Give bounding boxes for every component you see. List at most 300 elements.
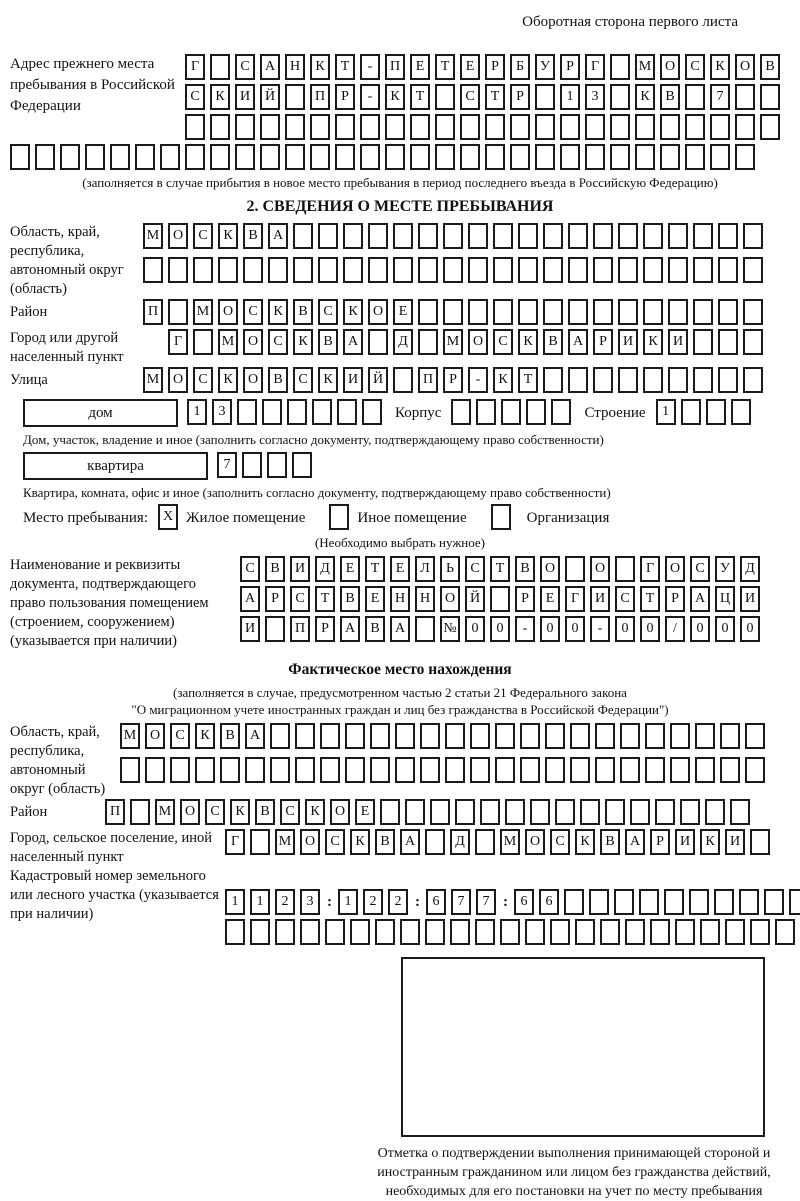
stay-option-residential-checkbox[interactable]: X	[158, 504, 178, 530]
char-box-empty[interactable]	[610, 114, 630, 140]
char-box-empty[interactable]	[595, 757, 615, 783]
char-box-empty[interactable]	[670, 757, 690, 783]
char-box-filled[interactable]: 0	[490, 616, 510, 642]
char-box-empty[interactable]	[287, 399, 307, 425]
char-box-empty[interactable]	[335, 114, 355, 140]
char-box-filled[interactable]: О	[168, 367, 188, 393]
char-box-empty[interactable]	[750, 829, 770, 855]
char-box-filled[interactable]: М	[193, 299, 213, 325]
char-box-empty[interactable]	[510, 114, 530, 140]
char-box-empty[interactable]	[560, 144, 580, 170]
char-box-empty[interactable]	[645, 723, 665, 749]
char-box-filled[interactable]: К	[575, 829, 595, 855]
char-box-empty[interactable]	[625, 919, 645, 945]
char-box-filled[interactable]: В	[760, 54, 780, 80]
char-box-filled[interactable]: М	[443, 329, 463, 355]
char-box-empty[interactable]	[185, 114, 205, 140]
char-box-filled[interactable]: Е	[410, 54, 430, 80]
char-box-filled[interactable]: М	[275, 829, 295, 855]
char-box-empty[interactable]	[350, 919, 370, 945]
char-box-empty[interactable]	[605, 799, 625, 825]
char-box-filled[interactable]: С	[465, 556, 485, 582]
char-box-empty[interactable]	[318, 257, 338, 283]
char-box-empty[interactable]	[643, 367, 663, 393]
char-box-filled[interactable]: И	[240, 616, 260, 642]
char-box-filled[interactable]: Р	[665, 586, 685, 612]
char-box-empty[interactable]	[410, 144, 430, 170]
char-box-filled[interactable]: К	[350, 829, 370, 855]
char-box-filled[interactable]: 3	[212, 399, 232, 425]
char-box-filled[interactable]: Е	[355, 799, 375, 825]
char-box-empty[interactable]	[160, 144, 180, 170]
char-box-empty[interactable]	[485, 114, 505, 140]
char-box-empty[interactable]	[420, 757, 440, 783]
char-box-empty[interactable]	[685, 114, 705, 140]
char-box-empty[interactable]	[451, 399, 471, 425]
char-box-filled[interactable]: К	[318, 367, 338, 393]
char-box-empty[interactable]	[310, 144, 330, 170]
char-box-filled[interactable]: Е	[540, 586, 560, 612]
char-box-filled[interactable]: О	[440, 586, 460, 612]
char-box-filled[interactable]: 1	[250, 889, 270, 915]
char-box-empty[interactable]	[645, 757, 665, 783]
char-box-filled[interactable]: К	[518, 329, 538, 355]
char-box-filled[interactable]: И	[290, 556, 310, 582]
char-box-empty[interactable]	[568, 257, 588, 283]
char-box-empty[interactable]	[225, 919, 245, 945]
char-box-empty[interactable]	[526, 399, 546, 425]
char-box-filled[interactable]: О	[168, 223, 188, 249]
char-box-filled[interactable]: Т	[335, 54, 355, 80]
char-box-empty[interactable]	[435, 84, 455, 110]
char-box-filled[interactable]: Е	[390, 556, 410, 582]
char-box-empty[interactable]	[420, 723, 440, 749]
char-box-filled[interactable]: С	[235, 54, 255, 80]
char-box-filled[interactable]: Д	[740, 556, 760, 582]
char-box-filled[interactable]: К	[293, 329, 313, 355]
char-box-empty[interactable]	[268, 257, 288, 283]
char-box-empty[interactable]	[460, 144, 480, 170]
char-box-filled[interactable]: Т	[485, 84, 505, 110]
char-box-empty[interactable]	[643, 257, 663, 283]
char-box-empty[interactable]	[218, 257, 238, 283]
char-box-empty[interactable]	[660, 144, 680, 170]
char-box-empty[interactable]	[242, 452, 262, 478]
char-box-empty[interactable]	[545, 757, 565, 783]
char-box-empty[interactable]	[260, 144, 280, 170]
char-box-filled[interactable]: -	[468, 367, 488, 393]
char-box-empty[interactable]	[620, 757, 640, 783]
char-box-empty[interactable]	[320, 757, 340, 783]
char-box-empty[interactable]	[635, 144, 655, 170]
char-box-empty[interactable]	[495, 723, 515, 749]
char-box-empty[interactable]	[739, 889, 759, 915]
char-box-empty[interactable]	[193, 257, 213, 283]
char-box-empty[interactable]	[675, 919, 695, 945]
char-box-empty[interactable]	[293, 257, 313, 283]
char-box-filled[interactable]: Е	[340, 556, 360, 582]
char-box-empty[interactable]	[490, 586, 510, 612]
char-box-empty[interactable]	[695, 757, 715, 783]
char-box-filled[interactable]: С	[268, 329, 288, 355]
char-box-empty[interactable]	[593, 299, 613, 325]
char-box-empty[interactable]	[568, 367, 588, 393]
char-box-filled[interactable]: Н	[415, 586, 435, 612]
char-box-filled[interactable]: И	[235, 84, 255, 110]
char-box-filled[interactable]: №	[440, 616, 460, 642]
char-box-filled[interactable]: О	[735, 54, 755, 80]
char-box-filled[interactable]: В	[600, 829, 620, 855]
char-box-filled[interactable]: С	[280, 799, 300, 825]
char-box-filled[interactable]: Р	[335, 84, 355, 110]
char-box-filled[interactable]: У	[715, 556, 735, 582]
char-box-empty[interactable]	[693, 223, 713, 249]
char-box-empty[interactable]	[630, 799, 650, 825]
char-box-empty[interactable]	[130, 799, 150, 825]
char-box-empty[interactable]	[385, 114, 405, 140]
char-box-filled[interactable]: 0	[465, 616, 485, 642]
char-box-filled[interactable]: С	[293, 367, 313, 393]
char-box-filled[interactable]: Т	[315, 586, 335, 612]
char-box-empty[interactable]	[360, 114, 380, 140]
char-box-filled[interactable]: 0	[565, 616, 585, 642]
char-box-filled[interactable]: -	[515, 616, 535, 642]
char-box-empty[interactable]	[706, 399, 726, 425]
char-box-empty[interactable]	[292, 452, 312, 478]
char-box-empty[interactable]	[318, 223, 338, 249]
char-box-filled[interactable]: -	[360, 54, 380, 80]
char-box-filled[interactable]: В	[293, 299, 313, 325]
char-box-filled[interactable]: В	[220, 723, 240, 749]
char-box-empty[interactable]	[618, 299, 638, 325]
char-box-filled[interactable]: А	[625, 829, 645, 855]
char-box-filled[interactable]: Д	[393, 329, 413, 355]
char-box-filled[interactable]: С	[685, 54, 705, 80]
char-box-empty[interactable]	[510, 144, 530, 170]
char-box-filled[interactable]: О	[368, 299, 388, 325]
char-box-filled[interactable]: Р	[443, 367, 463, 393]
char-box-filled[interactable]: С	[615, 586, 635, 612]
char-box-empty[interactable]	[35, 144, 55, 170]
char-box-empty[interactable]	[385, 144, 405, 170]
char-box-filled[interactable]: К	[343, 299, 363, 325]
char-box-empty[interactable]	[743, 299, 763, 325]
char-box-empty[interactable]	[337, 399, 357, 425]
char-box-empty[interactable]	[468, 299, 488, 325]
char-box-empty[interactable]	[693, 299, 713, 325]
char-box-empty[interactable]	[743, 257, 763, 283]
char-box-empty[interactable]	[343, 223, 363, 249]
char-box-empty[interactable]	[535, 144, 555, 170]
char-box-filled[interactable]: Д	[450, 829, 470, 855]
char-box-filled[interactable]: Й	[368, 367, 388, 393]
char-box-filled[interactable]: С	[193, 223, 213, 249]
char-box-empty[interactable]	[460, 114, 480, 140]
char-box-filled[interactable]: И	[590, 586, 610, 612]
char-box-filled[interactable]: Н	[285, 54, 305, 80]
char-box-filled[interactable]: К	[643, 329, 663, 355]
char-box-empty[interactable]	[570, 757, 590, 783]
char-box-filled[interactable]: Р	[485, 54, 505, 80]
char-box-filled[interactable]: 0	[715, 616, 735, 642]
char-box-empty[interactable]	[693, 367, 713, 393]
char-box-empty[interactable]	[380, 799, 400, 825]
char-box-empty[interactable]	[368, 223, 388, 249]
char-box-empty[interactable]	[168, 257, 188, 283]
char-box-filled[interactable]: В	[318, 329, 338, 355]
char-box-empty[interactable]	[445, 723, 465, 749]
char-box-empty[interactable]	[250, 829, 270, 855]
char-box-filled[interactable]: О	[330, 799, 350, 825]
char-box-filled[interactable]: Й	[260, 84, 280, 110]
char-box-filled[interactable]: Р	[650, 829, 670, 855]
char-box-filled[interactable]: К	[195, 723, 215, 749]
char-box-empty[interactable]	[85, 144, 105, 170]
char-box-empty[interactable]	[725, 919, 745, 945]
char-box-filled[interactable]: О	[218, 299, 238, 325]
char-box-filled[interactable]: С	[193, 367, 213, 393]
char-box-filled[interactable]: О	[468, 329, 488, 355]
char-box-filled[interactable]: 3	[300, 889, 320, 915]
char-box-empty[interactable]	[551, 399, 571, 425]
char-box-filled[interactable]: О	[590, 556, 610, 582]
char-box-empty[interactable]	[505, 799, 525, 825]
char-box-empty[interactable]	[730, 799, 750, 825]
char-box-empty[interactable]	[593, 223, 613, 249]
char-box-empty[interactable]	[555, 799, 575, 825]
char-box-empty[interactable]	[220, 757, 240, 783]
char-box-filled[interactable]: О	[660, 54, 680, 80]
char-box-empty[interactable]	[518, 257, 538, 283]
char-box-empty[interactable]	[393, 223, 413, 249]
char-box-empty[interactable]	[450, 919, 470, 945]
char-box-filled[interactable]: Д	[315, 556, 335, 582]
char-box-filled[interactable]: 1	[560, 84, 580, 110]
char-box-empty[interactable]	[743, 367, 763, 393]
char-box-filled[interactable]: В	[375, 829, 395, 855]
char-box-empty[interactable]	[680, 799, 700, 825]
char-box-filled[interactable]: В	[265, 556, 285, 582]
char-box-empty[interactable]	[110, 144, 130, 170]
char-box-empty[interactable]	[485, 144, 505, 170]
char-box-filled[interactable]: 7	[476, 889, 496, 915]
char-box-empty[interactable]	[735, 144, 755, 170]
char-box-filled[interactable]: В	[660, 84, 680, 110]
char-box-filled[interactable]: В	[543, 329, 563, 355]
char-box-empty[interactable]	[718, 329, 738, 355]
char-box-filled[interactable]: И	[668, 329, 688, 355]
char-box-empty[interactable]	[443, 299, 463, 325]
char-box-filled[interactable]: 7	[451, 889, 471, 915]
char-box-filled[interactable]: -	[360, 84, 380, 110]
char-box-empty[interactable]	[731, 399, 751, 425]
char-box-empty[interactable]	[360, 144, 380, 170]
char-box-empty[interactable]	[565, 556, 585, 582]
char-box-filled[interactable]: Ь	[440, 556, 460, 582]
char-box-empty[interactable]	[120, 757, 140, 783]
char-box-filled[interactable]: 7	[217, 452, 237, 478]
char-box-filled[interactable]: -	[590, 616, 610, 642]
char-box-filled[interactable]: С	[460, 84, 480, 110]
char-box-filled[interactable]: 2	[363, 889, 383, 915]
char-box-empty[interactable]	[193, 329, 213, 355]
char-box-empty[interactable]	[550, 919, 570, 945]
char-box-filled[interactable]: А	[690, 586, 710, 612]
stay-option-organization-checkbox[interactable]	[491, 504, 511, 530]
char-box-empty[interactable]	[668, 257, 688, 283]
char-box-empty[interactable]	[405, 799, 425, 825]
char-box-empty[interactable]	[143, 257, 163, 283]
char-box-filled[interactable]: Г	[640, 556, 660, 582]
char-box-filled[interactable]: 2	[388, 889, 408, 915]
char-box-empty[interactable]	[210, 114, 230, 140]
char-box-filled[interactable]: Г	[168, 329, 188, 355]
char-box-empty[interactable]	[418, 257, 438, 283]
char-box-empty[interactable]	[720, 757, 740, 783]
char-box-empty[interactable]	[618, 367, 638, 393]
char-box-filled[interactable]: Р	[265, 586, 285, 612]
char-box-empty[interactable]	[525, 919, 545, 945]
char-box-empty[interactable]	[714, 889, 734, 915]
char-box-filled[interactable]: Н	[390, 586, 410, 612]
char-box-filled[interactable]: 0	[640, 616, 660, 642]
char-box-filled[interactable]: А	[390, 616, 410, 642]
char-box-filled[interactable]: С	[493, 329, 513, 355]
char-box-empty[interactable]	[260, 114, 280, 140]
char-box-empty[interactable]	[285, 114, 305, 140]
char-box-filled[interactable]: Г	[185, 54, 205, 80]
char-box-empty[interactable]	[568, 223, 588, 249]
char-box-filled[interactable]: О	[665, 556, 685, 582]
char-box-empty[interactable]	[468, 257, 488, 283]
char-box-empty[interactable]	[705, 799, 725, 825]
char-box-empty[interactable]	[535, 84, 555, 110]
char-box-empty[interactable]	[610, 144, 630, 170]
char-box-empty[interactable]	[518, 299, 538, 325]
char-box-filled[interactable]: В	[365, 616, 385, 642]
char-box-empty[interactable]	[237, 399, 257, 425]
char-box-empty[interactable]	[267, 452, 287, 478]
char-box-filled[interactable]: 6	[539, 889, 559, 915]
char-box-filled[interactable]: 1	[656, 399, 676, 425]
char-box-empty[interactable]	[312, 399, 332, 425]
char-box-empty[interactable]	[685, 84, 705, 110]
char-box-empty[interactable]	[593, 367, 613, 393]
char-box-empty[interactable]	[745, 723, 765, 749]
char-box-filled[interactable]: В	[268, 367, 288, 393]
char-box-empty[interactable]	[668, 367, 688, 393]
char-box-filled[interactable]: 6	[514, 889, 534, 915]
char-box-empty[interactable]	[495, 757, 515, 783]
char-box-empty[interactable]	[643, 223, 663, 249]
char-box-filled[interactable]: М	[635, 54, 655, 80]
char-box-filled[interactable]: П	[105, 799, 125, 825]
char-box-empty[interactable]	[275, 919, 295, 945]
char-box-filled[interactable]: Т	[365, 556, 385, 582]
char-box-filled[interactable]: Б	[510, 54, 530, 80]
char-box-empty[interactable]	[170, 757, 190, 783]
char-box-filled[interactable]: К	[700, 829, 720, 855]
char-box-empty[interactable]	[368, 257, 388, 283]
char-box-empty[interactable]	[135, 144, 155, 170]
char-box-empty[interactable]	[618, 257, 638, 283]
char-box-filled[interactable]: И	[725, 829, 745, 855]
char-box-empty[interactable]	[585, 114, 605, 140]
char-box-filled[interactable]: Р	[593, 329, 613, 355]
char-box-empty[interactable]	[764, 889, 784, 915]
char-box-filled[interactable]: С	[325, 829, 345, 855]
char-box-filled[interactable]: Г	[565, 586, 585, 612]
char-box-empty[interactable]	[250, 919, 270, 945]
char-box-filled[interactable]: С	[205, 799, 225, 825]
char-box-empty[interactable]	[395, 723, 415, 749]
char-box-filled[interactable]: С	[185, 84, 205, 110]
char-box-filled[interactable]: 1	[225, 889, 245, 915]
char-box-empty[interactable]	[476, 399, 496, 425]
char-box-filled[interactable]: Е	[393, 299, 413, 325]
char-box-filled[interactable]: А	[343, 329, 363, 355]
char-box-filled[interactable]: М	[155, 799, 175, 825]
char-box-empty[interactable]	[543, 299, 563, 325]
char-box-empty[interactable]	[418, 299, 438, 325]
char-box-empty[interactable]	[718, 299, 738, 325]
char-box-empty[interactable]	[610, 84, 630, 110]
char-box-empty[interactable]	[285, 144, 305, 170]
char-box-empty[interactable]	[735, 84, 755, 110]
char-box-empty[interactable]	[660, 114, 680, 140]
char-box-empty[interactable]	[243, 257, 263, 283]
char-box-empty[interactable]	[435, 144, 455, 170]
char-box-empty[interactable]	[720, 723, 740, 749]
char-box-filled[interactable]: Е	[365, 586, 385, 612]
char-box-empty[interactable]	[210, 54, 230, 80]
char-box-filled[interactable]: И	[343, 367, 363, 393]
char-box-empty[interactable]	[262, 399, 282, 425]
char-box-filled[interactable]: В	[340, 586, 360, 612]
char-box-empty[interactable]	[475, 829, 495, 855]
char-box-empty[interactable]	[650, 919, 670, 945]
char-box-empty[interactable]	[745, 757, 765, 783]
char-box-empty[interactable]	[743, 329, 763, 355]
char-box-empty[interactable]	[345, 757, 365, 783]
char-box-empty[interactable]	[543, 367, 563, 393]
char-box-filled[interactable]: О	[243, 367, 263, 393]
char-box-empty[interactable]	[410, 114, 430, 140]
char-box-filled[interactable]: П	[143, 299, 163, 325]
stay-option-other-premises-checkbox[interactable]	[329, 504, 349, 530]
char-box-filled[interactable]: О	[243, 329, 263, 355]
char-box-filled[interactable]: Р	[560, 54, 580, 80]
char-box-empty[interactable]	[470, 723, 490, 749]
char-box-filled[interactable]: К	[310, 54, 330, 80]
char-box-empty[interactable]	[643, 299, 663, 325]
char-box-empty[interactable]	[789, 889, 800, 915]
char-box-empty[interactable]	[310, 114, 330, 140]
char-box-empty[interactable]	[520, 723, 540, 749]
char-box-empty[interactable]	[710, 114, 730, 140]
char-box-empty[interactable]	[185, 144, 205, 170]
char-box-empty[interactable]	[570, 723, 590, 749]
char-box-empty[interactable]	[693, 329, 713, 355]
char-box-empty[interactable]	[668, 299, 688, 325]
char-box-filled[interactable]: К	[218, 367, 238, 393]
char-box-empty[interactable]	[639, 889, 659, 915]
char-box-filled[interactable]: Р	[515, 586, 535, 612]
char-box-empty[interactable]	[685, 144, 705, 170]
char-box-filled[interactable]: Т	[640, 586, 660, 612]
char-box-filled[interactable]: Й	[465, 586, 485, 612]
char-box-empty[interactable]	[718, 367, 738, 393]
